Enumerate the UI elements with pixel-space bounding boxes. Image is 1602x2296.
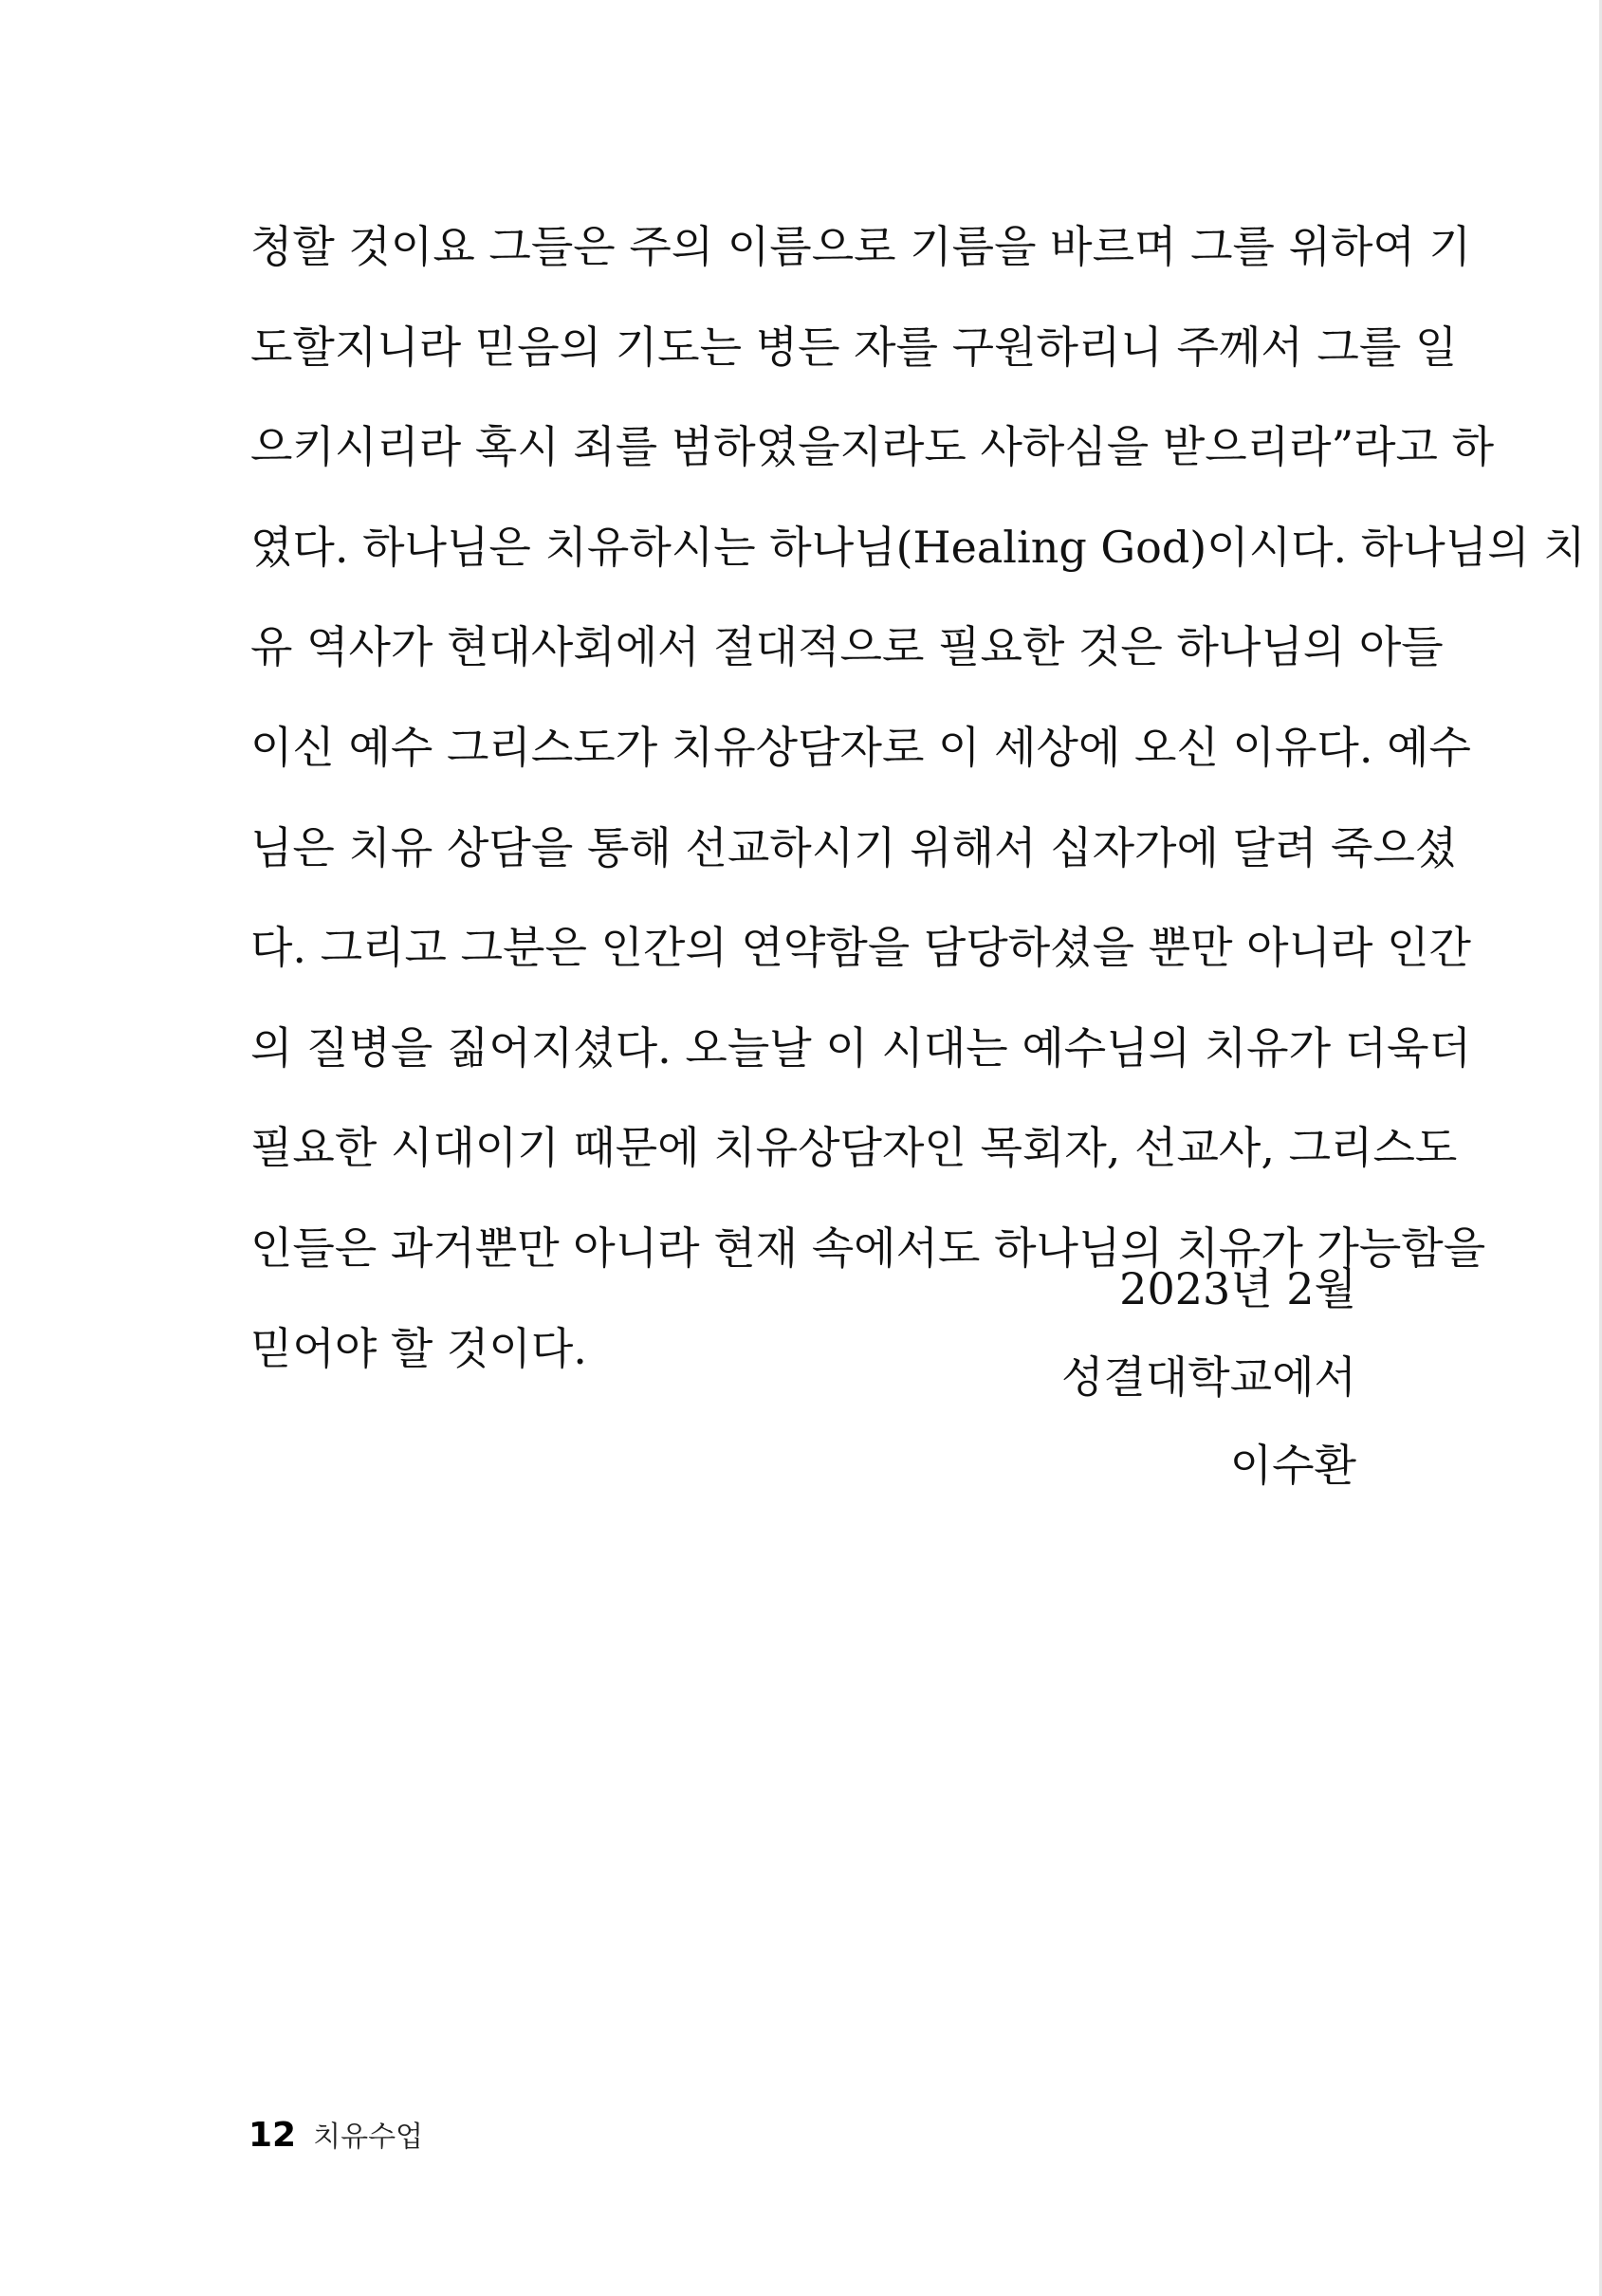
body-line: 필요한 시대이기 때문에 치유상담자인 목회자, 선교사, 그리스도: [250, 1122, 1458, 1174]
running-title: 치유수업: [313, 2121, 424, 2154]
body-line: 이신 예수 그리스도가 치유상담자로 이 세상에 오신 이유다. 예수: [250, 721, 1471, 773]
body-line: 도할지니라 믿음의 기도는 병든 자를 구원하리니 주께서 그를 일: [250, 321, 1458, 373]
body-paragraph: [250, 197, 1586, 1399]
signature-date: 2023년 2월: [1119, 1263, 1356, 1314]
body-line: 인들은 과거뿐만 아니라 현재 속에서도 하나님의 치유가 가능함을: [250, 1221, 1486, 1274]
body-line: 믿어야 할 것이다.: [250, 1322, 587, 1374]
body-line: 님은 치유 상담을 통해 선교하시기 위해서 십자가에 달려 죽으셨: [250, 821, 1458, 873]
body-line: 으키시리라 혹시 죄를 범하였을지라도 사하심을 받으리라”라고 하: [250, 421, 1495, 473]
body-line: 청할 것이요 그들은 주의 이름으로 기름을 바르며 그를 위하여 기: [250, 221, 1471, 272]
signature-place: 성결대학교에서: [1060, 1351, 1356, 1403]
signature-block: [1061, 1245, 1356, 1510]
body-line: 였다. 하나님은 치유하시는 하나님(Healing God)이시다. 하나님의 치: [250, 521, 1586, 573]
page-footer: [249, 2109, 423, 2162]
body-line: 다. 그리고 그분은 인간의 연약함을 담당하셨을 뿐만 아니라 인간: [250, 922, 1471, 974]
signature-author: 이수환: [1229, 1440, 1356, 1491]
body-line: 유 역사가 현대사회에서 절대적으로 필요한 것은 하나님의 아들: [250, 621, 1444, 673]
page-number: 12: [249, 2116, 297, 2155]
body-line: 의 질병을 짊어지셨다. 오늘날 이 시대는 예수님의 치유가 더욱더: [250, 1021, 1471, 1074]
